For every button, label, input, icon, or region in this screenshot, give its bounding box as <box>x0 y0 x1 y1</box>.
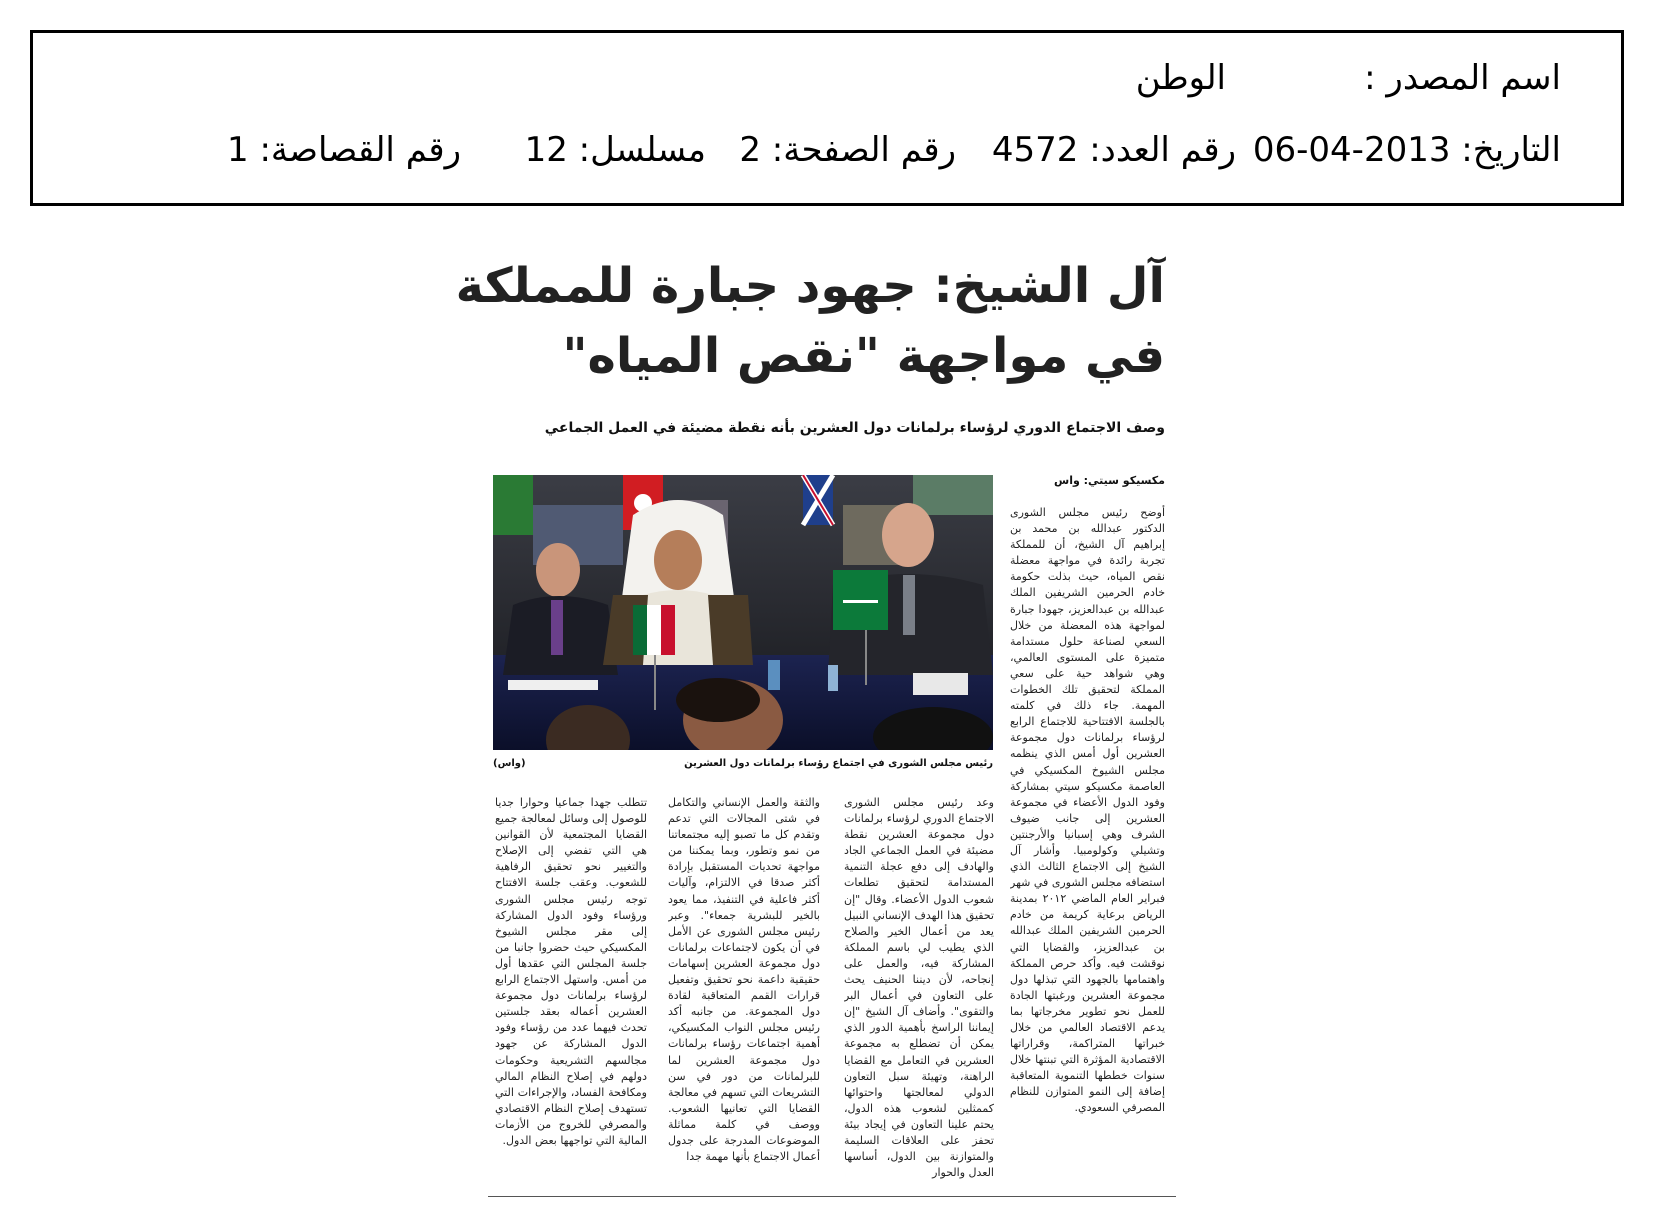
article-title-line2: في مواجهة "نقص المياه" <box>562 328 1165 384</box>
article-column-1: أوضح رئيس مجلس الشورى الدكتور عبدالله بن محمد بن إبراهيم آل الشيخ، أن للمملكة تجربة رائدة في مواجهة معضلة نقص المياه، حيث بذلت حكومة خادم الحرمين الشريفين الملك عبدالله بن عبدالعزيز، جهودا جبارة لمواجهة هذه المعضلة من خلال السعي لصناعة حلول مستدامة متميزة على المستوى العالمي، وهي شواهد حية على سعي المملكة لتحقيق تلك الخطوات المهمة. جاء ذلك في كلمته بالجلسة الافتتاحية للاجتماع الرابع لرؤساء برلمانات دول مجموعة العشرين أول أمس الذي ينظمه مجلس الشيوخ المكسيكي في العاصمة مكسيكو سيتي بمشاركة وفود الدول الأعضاء في مجموعة العشرين إلى جانب ضيوف الشرف وهي إسبانيا والأرجنتين وتشيلي وكولومبيا. وأشار آل الشيخ إلى الاجتماع الثالث الذي استضافه مجلس الشورى في شهر فبراير العام الماضي ٢٠١٢ بمدينة الرياض برعاية كريمة من خادم الحرمين الشريفين الملك عبدالله بن عبدالعزيز، والقضايا التي نوقشت فيه. وأكد حرص المملكة واهتمامها بالجهود التي تبذلها دول مجموعة العشرين ورغبتها الجادة للعمل نحو تطوير مخرجاتها بما يدعم الاقتصاد العالمي من خلال خبراتها المتراكمة، وقراراتها الاقتصادية المؤثرة التي تبنتها خلال سنوات خططها التنموية المتعاقبة إضافة إلى النمو المتوازن للنظام المصرفي السعودي. <box>1010 506 1165 1115</box>
serial-field: مسلسل: 12 <box>524 130 706 170</box>
source-value: الوطن <box>1135 58 1226 98</box>
source-label: اسم المصدر : <box>1364 58 1561 98</box>
issue-field: رقم العدد: 4572 <box>991 130 1236 170</box>
clipping-info-box <box>30 30 1624 206</box>
caption-text: رئيس مجلس الشورى في اجتماع رؤساء برلمانات دول العشرين <box>684 758 993 769</box>
caption-credit: (واس) <box>493 758 526 769</box>
dateline: مكسيكو سيتي: واس <box>1054 474 1165 487</box>
article-column-2: وعد رئيس مجلس الشورى الاجتماع الدوري لرؤساء برلمانات دول مجموعة العشرين نقطة مضيئة في العمل الجماعي الجاد والهادف إلى دفع عجلة التنمية المستدامة لتحقيق تطلعات شعوب الدول الأعضاء. وقال "إن تحقيق هذا الهدف الإنساني النبيل يعد من أعمال الخير والصلاح الذي يطيب لي باسم المملكة المشاركة فيه، والعمل على إنجاحه، لأن ديننا الحنيف يحث على التعاون في أعمال البر والتقوى". وأضاف آل الشيخ "إن إيماننا الراسخ بأهمية الدور الذي يمكن أن تضطلع به مجموعة العشرين في التعامل مع القضايا الراهنة، وتهيئة سبل التعاون الدولي لمعالجتها واحتوائها كممثلين لشعوب هذه الدول، يحتم علينا التعاون في إيجاد بيئة تحفز على العلاقات السليمة والمتوازنة بين الدول، أساسها العدل والحوار <box>844 796 994 1180</box>
clip-field: رقم القصاصة: 1 <box>227 130 461 170</box>
photo-caption <box>493 758 993 774</box>
article-column-4: تتطلب جهدا جماعيا وحوارا جديا للوصول إلى وسائل لمعالجة جميع القضايا المجتمعية لأن القوانين هي التي تفضي إلى الإصلاح والتغيير نحو تحقيق الرفاهية للشعوب. وعقب جلسة الافتتاح توجه رئيس مجلس الشورى ورؤساء وفود الدول المشاركة إلى مقر مجلس الشيوخ المكسيكي حيث حضروا جانبا من جلسة المجلس التي عقدها أول من أمس. واستهل الاجتماع الرابع لرؤساء برلمانات دول مجموعة العشرين أعماله بعقد جلستين تحدث فيهما عدد من رؤساء وفود الدول المشاركة عن جهود مجالسهم التشريعية وحكومات دولهم في إصلاح النظام المالي ومكافحة الفساد، والإجراءات التي تستهدف إصلاح النظام الاقتصادي والمصرفي للخروج من الأزمات المالية التي تواجهها بعض الدول. <box>495 796 647 1147</box>
article-photo <box>493 475 993 750</box>
article-column-3: والثقة والعمل الإنساني والتكامل في شتى المجالات التي تدعم وتقدم كل ما تصبو إليه مجتمعاتنا من نمو وتطور، وبما يمكننا من مواجهة تحديات المستقبل بإرادة أكثر صدقا في الالتزام، وآليات أكثر فاعلية في التنفيذ، مما يعود بالخير للبشرية جمعاء". وعبر رئيس مجلس الشورى عن الأمل في أن يكون لاجتماعات برلمانات دول مجموعة العشرين إسهامات حقيقية داعمة نحو تحقيق وتفعيل قرارات القمم المتعاقبة لقادة دول المجموعة. من جانبه أكد رئيس مجلس النواب المكسيكي، أهمية اجتماعات رؤساء برلمانات دول مجموعة العشرين لما للبرلمانات من دور في سن التشريعات التي تسهم في معالجة القضايا التي تعانيها الشعوب. ووصف في كلمة مماثلة الموضوعات المدرجة على جدول أعمال الاجتماع بأنها مهمة جدا <box>668 796 820 1164</box>
date-field: التاريخ: 2013-04-06 <box>1252 130 1561 170</box>
bottom-rule <box>488 1196 1176 1197</box>
article-title-line1: آل الشيخ: جهود جبارة للمملكة <box>455 258 1165 314</box>
article-subtitle: وصف الاجتماع الدوري لرؤساء برلمانات دول العشرين بأنه نقطة مضيئة في العمل الجماعي <box>544 420 1165 436</box>
page-field: رقم الصفحة: 2 <box>739 130 956 170</box>
